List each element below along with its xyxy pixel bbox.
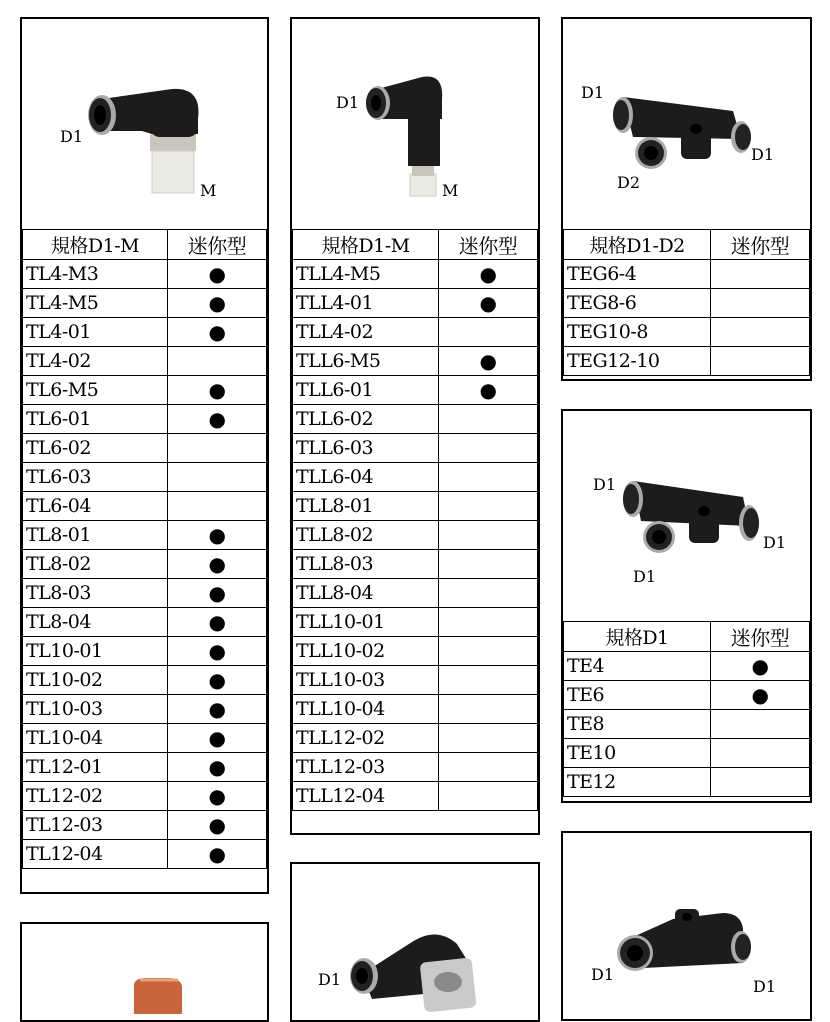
mini-type-mark: ●: [168, 840, 267, 869]
mini-type-mark: [168, 347, 267, 376]
d1-label: D1: [318, 970, 342, 989]
te-spec-table: [563, 621, 810, 797]
d1-label-left: D1: [593, 475, 617, 494]
model-cell: TLL6-03: [293, 434, 439, 463]
model-cell: TL6-04: [23, 492, 168, 521]
mini-type-mark: [711, 739, 810, 768]
table-row: [293, 666, 538, 695]
header-mini-type: 迷你型: [439, 230, 538, 260]
mini-type-mark: ●: [439, 347, 538, 376]
model-cell: TLL4-02: [293, 318, 439, 347]
model-cell: TLL12-03: [293, 753, 439, 782]
table-row: [293, 550, 538, 579]
table-row: [23, 289, 267, 318]
table-row: [23, 260, 267, 289]
table-row: [23, 318, 267, 347]
table-row: [23, 637, 267, 666]
mini-type-mark: ●: [168, 550, 267, 579]
tee-fitting-image: [563, 411, 810, 621]
header-mini-type: 迷你型: [168, 230, 267, 260]
model-cell: TL4-02: [23, 347, 168, 376]
model-cell: TL8-01: [23, 521, 168, 550]
table-row: [23, 463, 267, 492]
model-cell: TLL12-02: [293, 724, 439, 753]
tl-image-area: [22, 19, 267, 229]
table-row: [293, 637, 538, 666]
table-row: [564, 710, 810, 739]
mini-type-mark: [439, 753, 538, 782]
model-cell: TEG10-8: [564, 318, 711, 347]
mini-type-mark: [439, 521, 538, 550]
mini-type-mark: ●: [168, 637, 267, 666]
mini-type-mark: ●: [711, 652, 810, 681]
model-cell: TE8: [564, 710, 711, 739]
table-row: [564, 739, 810, 768]
d1-label-right: D1: [751, 145, 775, 164]
table-row: [293, 782, 538, 811]
model-cell: TL4-M5: [23, 289, 168, 318]
table-row: [23, 434, 267, 463]
header-spec: 規格D1-D2: [564, 230, 711, 260]
table-row: [564, 768, 810, 797]
mini-type-mark: [711, 318, 810, 347]
table-row: [293, 376, 538, 405]
model-cell: TL12-02: [23, 782, 168, 811]
table-row: [23, 376, 267, 405]
model-cell: TLL8-03: [293, 550, 439, 579]
table-row: [293, 724, 538, 753]
model-cell: TL10-01: [23, 637, 168, 666]
table-header-row: [293, 230, 538, 260]
table-row: [293, 695, 538, 724]
te-image-area: [563, 411, 810, 621]
m-label: M: [442, 181, 459, 200]
model-cell: TL8-03: [23, 579, 168, 608]
table-row: [564, 260, 810, 289]
te-product-card: [561, 409, 812, 803]
model-cell: TLL10-02: [293, 637, 439, 666]
tl-spec-table: [22, 229, 267, 869]
d1-label-right: D1: [753, 977, 777, 996]
model-cell: TL4-01: [23, 318, 168, 347]
mini-type-mark: ●: [439, 260, 538, 289]
tl-product-card: [20, 17, 269, 894]
model-cell: TLL10-04: [293, 695, 439, 724]
model-cell: TEG8-6: [564, 289, 711, 318]
model-cell: TLL8-02: [293, 521, 439, 550]
mini-type-mark: ●: [711, 681, 810, 710]
reducing-tee-fitting-image: [563, 19, 810, 229]
m-label: M: [200, 181, 217, 200]
header-spec: 規格D1-M: [293, 230, 439, 260]
partial-card-middle: [290, 862, 540, 1022]
tll-spec-table: [292, 229, 538, 811]
partial-card-left: [20, 922, 269, 1022]
model-cell: TLL4-M5: [293, 260, 439, 289]
d1-label-left: D1: [581, 83, 605, 102]
mini-type-mark: ●: [168, 666, 267, 695]
model-cell: TL6-01: [23, 405, 168, 434]
long-elbow-fitting-image: [292, 19, 538, 229]
mini-type-mark: [439, 695, 538, 724]
mini-type-mark: [439, 579, 538, 608]
mini-type-mark: [439, 434, 538, 463]
teg-spec-table: [563, 229, 810, 376]
model-cell: TEG12-10: [564, 347, 711, 376]
mini-type-mark: ●: [168, 405, 267, 434]
mini-type-mark: ●: [168, 260, 267, 289]
mini-type-mark: ●: [168, 318, 267, 347]
mini-type-mark: [711, 710, 810, 739]
mini-type-mark: [439, 405, 538, 434]
model-cell: TLL6-04: [293, 463, 439, 492]
teg-image-area: [563, 19, 810, 229]
table-row: [293, 318, 538, 347]
table-row: [23, 666, 267, 695]
model-cell: TLL6-01: [293, 376, 439, 405]
model-cell: TL12-04: [23, 840, 168, 869]
mini-type-mark: ●: [168, 724, 267, 753]
model-cell: TL8-02: [23, 550, 168, 579]
model-cell: TL6-M5: [23, 376, 168, 405]
mini-type-mark: ●: [439, 376, 538, 405]
table-row: [23, 811, 267, 840]
mini-type-mark: ●: [168, 608, 267, 637]
model-cell: TE4: [564, 652, 711, 681]
female-elbow-fitting-image: [292, 864, 538, 1014]
table-row: [293, 492, 538, 521]
mini-type-mark: [439, 782, 538, 811]
mini-type-mark: [168, 434, 267, 463]
model-cell: TLL12-04: [293, 782, 439, 811]
d1-label: D1: [336, 93, 360, 112]
model-cell: TE12: [564, 768, 711, 797]
table-row: [564, 347, 810, 376]
table-row: [23, 579, 267, 608]
mini-type-mark: [711, 347, 810, 376]
mini-type-mark: [439, 666, 538, 695]
table-row: [564, 289, 810, 318]
mini-type-mark: [439, 637, 538, 666]
table-row: [23, 550, 267, 579]
table-row: [293, 260, 538, 289]
model-cell: TLL6-02: [293, 405, 439, 434]
table-row: [293, 608, 538, 637]
elbow-fitting-image: [22, 19, 267, 229]
mini-type-mark: [711, 289, 810, 318]
table-row: [293, 579, 538, 608]
model-cell: TL10-03: [23, 695, 168, 724]
table-row: [23, 753, 267, 782]
table-row: [23, 695, 267, 724]
table-row: [293, 289, 538, 318]
mini-type-mark: ●: [168, 753, 267, 782]
mini-type-mark: [168, 463, 267, 492]
table-header-row: [564, 622, 810, 652]
header-spec: 規格D1-M: [23, 230, 168, 260]
d1-label: D1: [60, 127, 84, 146]
model-cell: TL12-03: [23, 811, 168, 840]
mini-type-mark: [711, 260, 810, 289]
mini-type-mark: ●: [168, 289, 267, 318]
model-cell: TEG6-4: [564, 260, 711, 289]
d1-label-right: D1: [763, 533, 787, 552]
model-cell: TL10-02: [23, 666, 168, 695]
table-row: [23, 492, 267, 521]
table-header-row: [23, 230, 267, 260]
table-row: [293, 434, 538, 463]
model-cell: TLL8-01: [293, 492, 439, 521]
table-row: [23, 521, 267, 550]
mini-type-mark: [439, 318, 538, 347]
header-spec: 規格D1: [564, 622, 711, 652]
model-cell: TL6-02: [23, 434, 168, 463]
tll-product-card: [290, 17, 540, 835]
table-row: [564, 652, 810, 681]
table-row: [23, 724, 267, 753]
table-row: [293, 405, 538, 434]
table-row: [23, 347, 267, 376]
table-row: [23, 840, 267, 869]
model-cell: TL8-04: [23, 608, 168, 637]
model-cell: TL6-03: [23, 463, 168, 492]
model-cell: TLL10-03: [293, 666, 439, 695]
fitting-red-cap-image: [22, 924, 267, 1014]
mini-type-mark: ●: [439, 289, 538, 318]
mini-type-mark: [439, 724, 538, 753]
model-cell: TL12-01: [23, 753, 168, 782]
table-row: [293, 463, 538, 492]
mini-type-mark: [168, 492, 267, 521]
mini-type-mark: ●: [168, 579, 267, 608]
mini-type-mark: ●: [168, 811, 267, 840]
tll-image-area: [292, 19, 538, 229]
model-cell: TLL8-04: [293, 579, 439, 608]
model-cell: TL4-M3: [23, 260, 168, 289]
teg-product-card: [561, 17, 812, 381]
d2-label: D2: [617, 173, 641, 192]
mini-type-mark: [439, 463, 538, 492]
table-row: [23, 608, 267, 637]
table-row: [23, 782, 267, 811]
model-cell: TLL4-01: [293, 289, 439, 318]
header-mini-type: 迷你型: [711, 622, 810, 652]
model-cell: TE6: [564, 681, 711, 710]
mini-type-mark: ●: [168, 376, 267, 405]
mini-type-mark: [439, 608, 538, 637]
model-cell: TLL6-M5: [293, 347, 439, 376]
mini-type-mark: [439, 492, 538, 521]
table-row: [23, 405, 267, 434]
partial-card-right: [561, 831, 812, 1021]
table-row: [293, 753, 538, 782]
model-cell: TE10: [564, 739, 711, 768]
mini-type-mark: [439, 550, 538, 579]
model-cell: TL10-04: [23, 724, 168, 753]
mini-type-mark: [711, 768, 810, 797]
table-row: [293, 347, 538, 376]
d1-label-left: D1: [591, 965, 615, 984]
table-row: [293, 521, 538, 550]
model-cell: TLL10-01: [293, 608, 439, 637]
header-mini-type: 迷你型: [711, 230, 810, 260]
mini-type-mark: ●: [168, 782, 267, 811]
mini-type-mark: ●: [168, 521, 267, 550]
table-header-row: [564, 230, 810, 260]
d1-label-bottom: D1: [633, 567, 657, 586]
table-row: [564, 681, 810, 710]
mini-type-mark: ●: [168, 695, 267, 724]
table-row: [564, 318, 810, 347]
